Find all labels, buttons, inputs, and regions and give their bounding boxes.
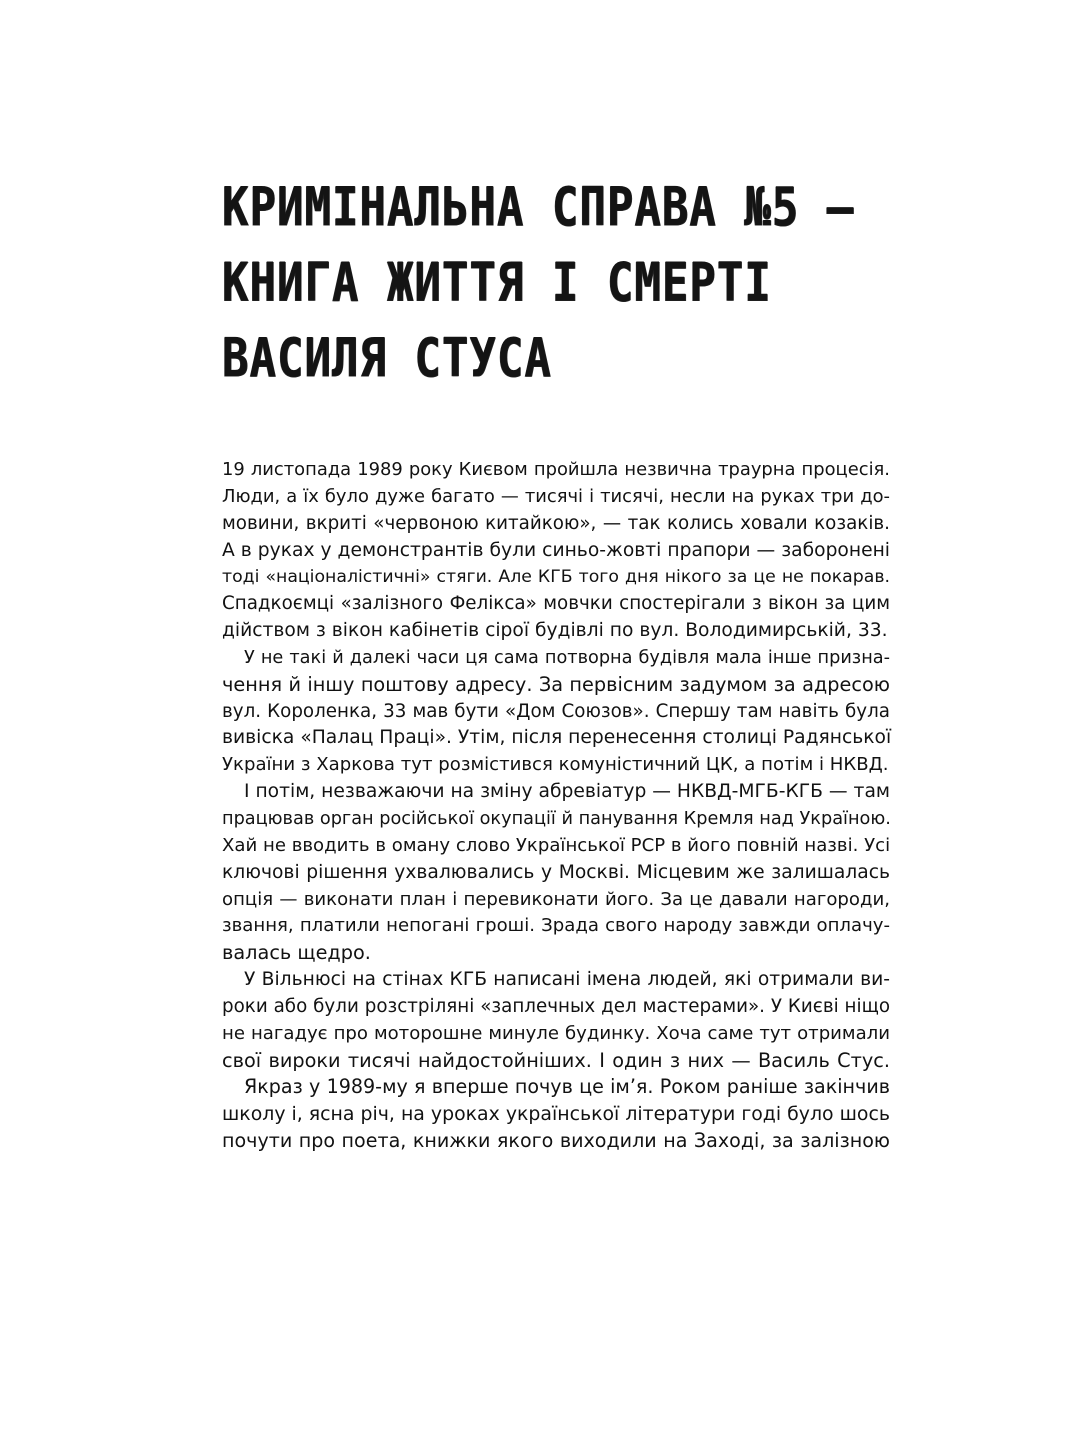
- text-line: працював орган російської окупації й панування Кремля над Україною.: [222, 808, 891, 829]
- text-line: А в руках у демонстрантів були синьо-жовті прапори — заборонені: [222, 539, 890, 561]
- text-line: почути про поета, книжки якого виходили на Заході, за залізною: [222, 1129, 890, 1153]
- chapter-title-line-2: КНИГА ЖИТТЯ І СМЕРТІ: [222, 251, 772, 314]
- text-line: мовини, вкриті «червоною китайкою», — так колись ховали козаків.: [222, 512, 890, 534]
- text-line: У не такі й далекі часи ця сама потворна будівля мала інше призна-: [244, 647, 890, 668]
- chapter-title-line-1: КРИМІНАЛЬНА СПРАВА №5 –: [222, 176, 855, 239]
- text-line: ключові рішення ухвалювались у Москві. Місцевим же залишалась: [222, 861, 890, 883]
- text-line: 19 листопада 1989 року Києвом пройшла незвична траурна процесія.: [222, 459, 890, 480]
- text-line: тоді «націоналістичні» стяги. Але КГБ того дня нікого за це не покарав.: [222, 567, 890, 588]
- text-line: не нагадує про моторошне минуле будинку. Хоча саме тут отримали: [222, 1022, 890, 1044]
- chapter-title: [222, 170, 922, 397]
- text-line: І потім, незважаючи на зміну абревіатур — НКВД-МГБ-КГБ — там: [244, 781, 890, 803]
- text-line: свої вироки тисячі найдостойніших. І один з них — Василь Стус.: [222, 1048, 890, 1072]
- text-line: дійством з вікон кабінетів сірої будівлі по вул. Володимирській, 33.: [222, 620, 888, 642]
- text-line: вул. Короленка, 33 мав бути «Дом Союзов». Спершу там навіть була: [222, 700, 890, 722]
- text-line: опція — виконати план і перевиконати його. За це давали нагороди,: [222, 888, 890, 910]
- text-line: України з Харкова тут розмістився комуністичний ЦК, а потім і НКВД.: [222, 754, 889, 776]
- text-line: вивіска «Палац Праці». Утім, після перенесення столиці Радянської: [222, 727, 892, 749]
- text-line: роки або були розстріляні «заплечных дел мастерами». У Києві ніщо: [222, 995, 890, 1017]
- text-line: звання, платили непогані гроші. Зрада свого народу завжди оплачу-: [222, 915, 890, 937]
- text-line: У Вільнюсі на стінах КГБ написані імена людей, які отримали ви-: [244, 969, 890, 991]
- text-line: валась щедро.: [222, 941, 371, 965]
- chapter-title-line-3: ВАСИЛЯ СТУСА: [222, 327, 552, 390]
- text-line: Люди, а їх було дуже багато — тисячі і тисячі, несли на руках три до-: [222, 485, 890, 507]
- body-text: [222, 457, 890, 1155]
- text-line: Хай не вводить в оману слово Української РСР в його повній назві. Усі: [222, 834, 891, 856]
- text-line: школу і, ясна річ, на уроках української літератури годі було шось: [222, 1103, 890, 1126]
- text-line: Якраз у 1989-му я вперше почув це ім’я. Роком раніше закінчив: [244, 1075, 890, 1099]
- text-line: чення й іншу поштову адресу. За первісним задумом за адресою: [222, 672, 890, 696]
- text-line: Спадкоємці «залізного Фелікса» мовчки спостерігали з вікон за цим: [222, 593, 890, 615]
